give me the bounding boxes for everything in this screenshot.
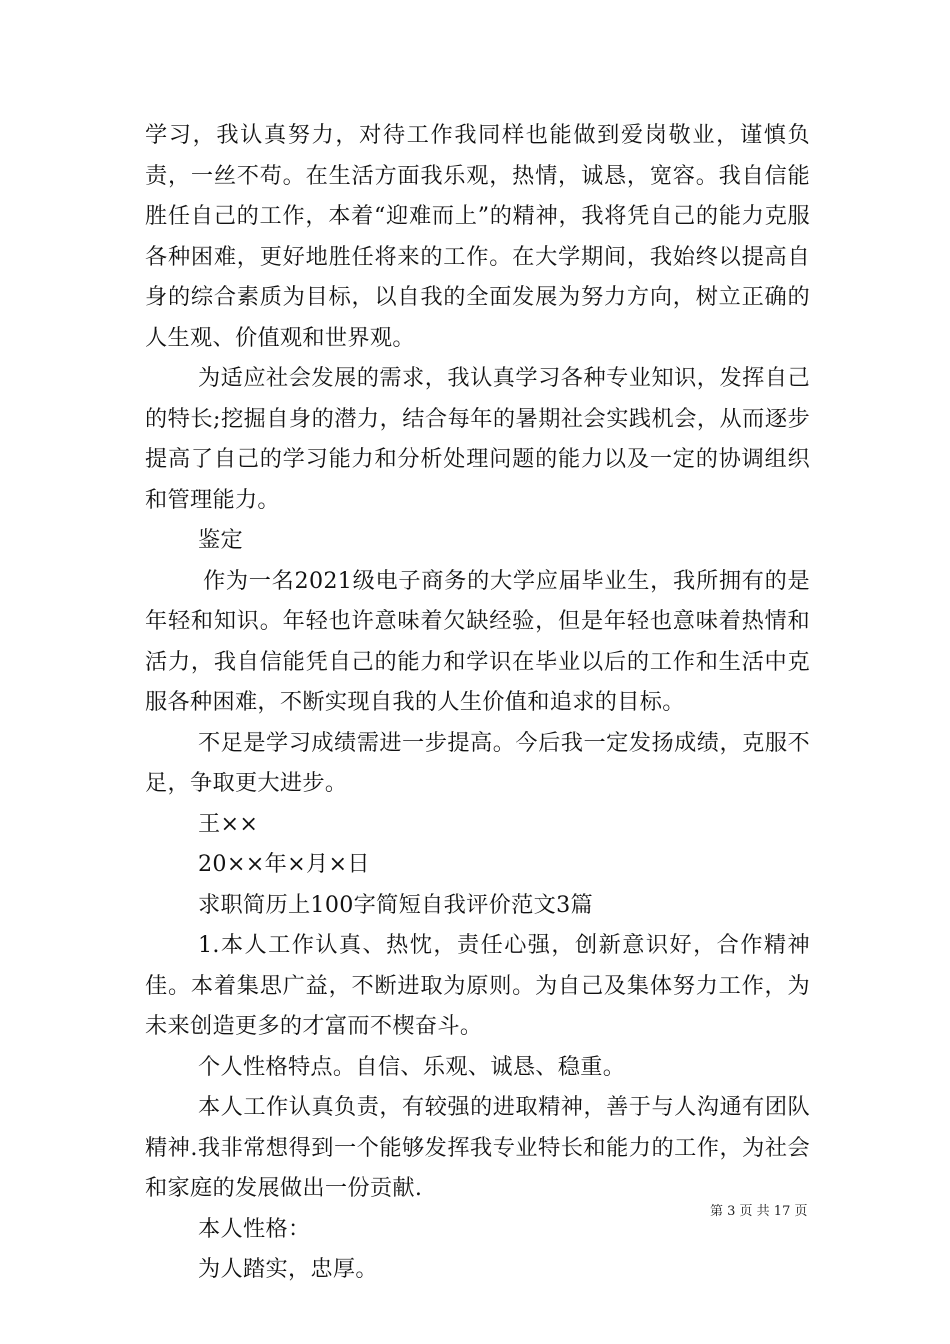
paragraph: 本人工作认真负责，有较强的进取精神，善于与人沟通有团队精神.我非常想得到一个能够发挥我专业特长和能力的工作，为社会和家庭的发展做出一份贡献.	[145, 1094, 810, 1201]
paragraph: 学习，我认真努力，对待工作我同样也能做到爱岗敬业，谨慎负责，一丝不苟。在生活方面我乐观，热情，诚恳，宽容。我自信能胜任自己的工作，本着“迎难而上”的精神，我将凭自己的能力克服各种困难，更好地胜任将来的工作。在大学期间，我始终以提高自身的综合素质为目标，以自我的全面发展为努力方向，树立正确的人生观、价值观和世界观。	[145, 122, 810, 351]
document-body	[145, 115, 810, 1290]
signature-date: 20××年×月×日	[198, 851, 370, 877]
section-heading: 鉴定	[198, 527, 243, 553]
paragraph: 个人性格特点。自信、乐观、诚恳、稳重。	[198, 1053, 626, 1080]
page-number: 第 3 页 共 17 页	[710, 1204, 808, 1219]
paragraph: 不足是学习成绩需进一步提高。今后我一定发扬成绩，克服不足，争取更大进步。	[145, 729, 810, 796]
paragraph: 为适应社会发展的需求，我认真学习各种专业知识，发挥自己的特长;挖掘自身的潜力，结合每年的暑期社会实践机会，从而逐步提高了自己的学习能力和分析处理问题的能力以及一定的协调组织和管理能力。	[145, 365, 810, 513]
paragraph: 1.本人工作认真、热忱，责任心强，创新意识好，合作精神佳。本着集思广益，不断进取为原则。为自己及集体努力工作，为未来创造更多的才富而不楔奋斗。	[145, 932, 810, 1039]
paragraph: 作为一名2021级电子商务的大学应届毕业生，我所拥有的是年轻和知识。年轻也许意味着欠缺经验，但是年轻也意味着热情和活力，我自信能凭自己的能力和学识在毕业以后的工作和生活中克服各种困难，不断实现自我的人生价值和追求的目标。	[145, 567, 810, 715]
paragraph: 为人踏实，忠厚。	[198, 1256, 378, 1282]
paragraph: 本人性格：	[198, 1215, 311, 1242]
section-title: 求职简历上100字简短自我评价范文3篇	[198, 891, 593, 918]
signature-name: 王××	[198, 810, 259, 837]
